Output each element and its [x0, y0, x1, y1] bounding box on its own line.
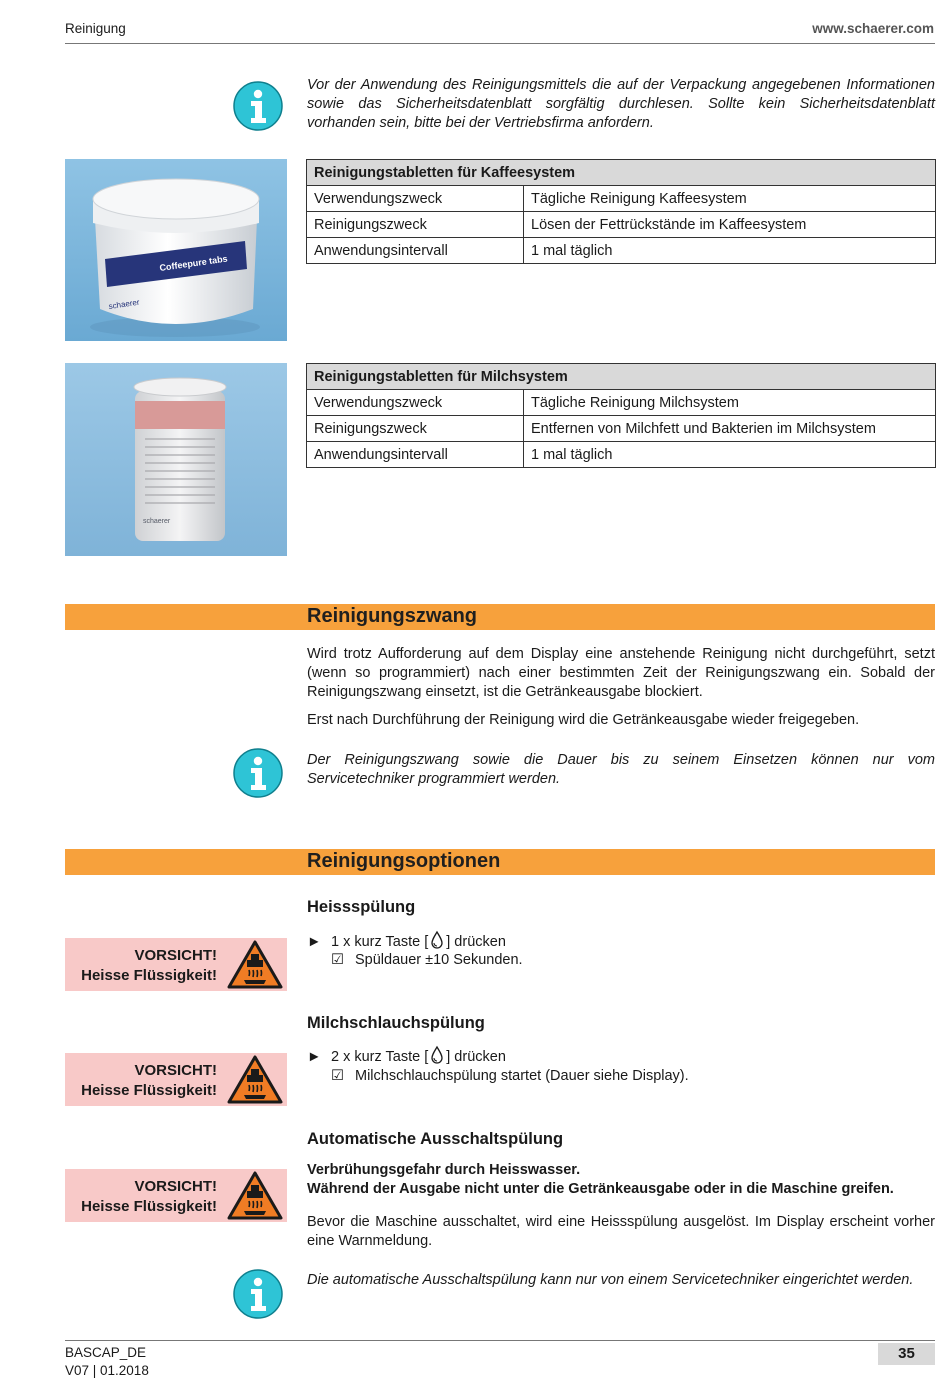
rinse-key-icon: [429, 930, 445, 950]
footer-version: V07 | 01.2018: [65, 1363, 149, 1378]
info-icon: [232, 1268, 284, 1320]
auto-warning-line-2: Während der Ausgabe nicht unter die Getränkeausgabe oder in die Maschine greifen.: [307, 1181, 894, 1197]
zwang-info-note: Der Reinigungszwang sowie die Dauer bis zu seinem Einsetzen können nur vom Servicetechniker programmiert werden.: [307, 752, 935, 787]
subtitle-milchschlauchspuelung: Milchschlauchspülung: [307, 1014, 485, 1032]
table-cell: Reinigungszweck: [307, 212, 524, 238]
table-title: Reinigungstabletten für Kaffeesystem: [307, 160, 936, 186]
header-website[interactable]: www.schaerer.com: [812, 21, 934, 36]
auto-info-note: Die automatische Ausschaltspülung kann nur von einem Servicetechniker eingerichtet werden.: [307, 1272, 914, 1288]
table-cell: 1 mal täglich: [524, 442, 936, 468]
arrow-icon: ►: [307, 1049, 322, 1065]
table-row: [307, 442, 936, 468]
warning-text: Heisse Flüssigkeit!: [81, 967, 217, 984]
section-title-reinigungszwang: Reinigungszwang: [307, 605, 477, 627]
page-number: 35: [878, 1343, 935, 1365]
table-cell: Verwendungszweck: [307, 390, 524, 416]
info-icon: [232, 80, 284, 132]
coffee-system-table: [306, 159, 936, 264]
step-text: 1 x kurz Taste [: [331, 934, 429, 950]
info-icon: [232, 747, 284, 799]
auto-warning-text: [307, 1161, 935, 1199]
arrow-icon: ►: [307, 934, 322, 950]
coffeepure-label: Coffeepure tabs: [158, 253, 229, 273]
footer-doc-id: BASCAP_DE: [65, 1345, 147, 1360]
table-title: Reinigungstabletten für Milchsystem: [307, 364, 936, 390]
table-row: [307, 212, 936, 238]
milk-tabs-image: [65, 363, 287, 556]
table-row: [307, 390, 936, 416]
auto-paragraph: Bevor die Maschine ausschaltet, wird eine Heissspülung ausgelöst. Im Display erscheint vorher eine Warnmeldung.: [307, 1214, 935, 1249]
result-milchschlauchspuelung: [331, 1068, 689, 1084]
table-cell: 1 mal täglich: [524, 238, 936, 264]
table-cell: Anwendungsintervall: [307, 238, 524, 264]
warning-title: VORSICHT!: [134, 1062, 217, 1079]
step-text: ] drücken: [446, 1049, 506, 1065]
result-text: Milchschlauchspülung startet (Dauer siehe Display).: [355, 1068, 689, 1084]
footer-divider: [65, 1340, 935, 1341]
auto-warning-line-1: Verbrühungsgefahr durch Heisswasser.: [307, 1162, 581, 1178]
step-heissspuelung: [307, 930, 506, 950]
section-bar-reinigungszwang: [65, 604, 935, 630]
table-cell: Tägliche Reinigung Kaffeesystem: [524, 186, 936, 212]
table-cell: Anwendungsintervall: [307, 442, 524, 468]
warning-title: VORSICHT!: [134, 1178, 217, 1195]
subtitle-heissspuelung: Heissspülung: [307, 898, 416, 916]
zwang-paragraph-2: Erst nach Durchführung der Reinigung wird die Getränkeausgabe wieder freigegeben.: [307, 712, 860, 728]
checkbox-icon: ☑: [331, 1068, 344, 1084]
table-row: [307, 416, 936, 442]
warning-box: [65, 938, 287, 991]
header-section-label: Reinigung: [65, 21, 126, 36]
rinse-key-icon: [429, 1045, 445, 1065]
hot-liquid-warning-icon: [227, 940, 283, 990]
milk-system-table: [306, 363, 936, 468]
checkbox-icon: ☑: [331, 952, 344, 968]
header-divider: [65, 43, 935, 44]
table-cell: Lösen der Fettrückstände im Kaffeesystem: [524, 212, 936, 238]
coffeepure-tabs-image: [65, 159, 287, 341]
step-text: 2 x kurz Taste [: [331, 1049, 429, 1065]
table-row: [307, 238, 936, 264]
table-row: [307, 186, 936, 212]
hot-liquid-warning-icon: [227, 1055, 283, 1105]
step-text: ] drücken: [446, 934, 506, 950]
subtitle-automatische-ausschaltspuelung: Automatische Ausschaltspülung: [307, 1130, 564, 1148]
warning-box: [65, 1053, 287, 1106]
warning-title: VORSICHT!: [134, 947, 217, 964]
info-note-safety: Vor der Anwendung des Reinigungsmittels die auf der Verpackung angegebenen Informationen sowie das Sicherheitsdatenblatt sorgfältig durchlesen. Sollte kein Sicherheitsdatenblatt vorhanden sein, bitte bei der Vertriebsfirma anfordern.: [307, 77, 935, 131]
step-milchschlauchspuelung: [307, 1045, 506, 1065]
result-heissspuelung: [331, 952, 523, 968]
warning-box: [65, 1169, 287, 1222]
result-text: Spüldauer ±10 Sekunden.: [355, 952, 523, 968]
table-cell: Verwendungszweck: [307, 186, 524, 212]
schaerer-brand-label: schaerer: [143, 518, 171, 525]
table-cell: Tägliche Reinigung Milchsystem: [524, 390, 936, 416]
zwang-paragraph-1: Wird trotz Aufforderung auf dem Display eine anstehende Reinigung nicht durchgeführt, setzt (wenn so programmiert) nach einer bestimmten Zeit der Reinigungszwang ein. Sobald der Reinigungszwang einsetzt, ist die Getränkeausgabe blockiert.: [307, 646, 935, 700]
warning-text: Heisse Flüssigkeit!: [81, 1082, 217, 1099]
warning-text: Heisse Flüssigkeit!: [81, 1198, 217, 1215]
table-cell: Entfernen von Milchfett und Bakterien im Milchsystem: [524, 416, 936, 442]
schaerer-brand-label: schaerer: [108, 297, 141, 311]
table-cell: Reinigungszweck: [307, 416, 524, 442]
section-title-reinigungsoptionen: Reinigungsoptionen: [307, 850, 501, 872]
hot-liquid-warning-icon: [227, 1171, 283, 1221]
